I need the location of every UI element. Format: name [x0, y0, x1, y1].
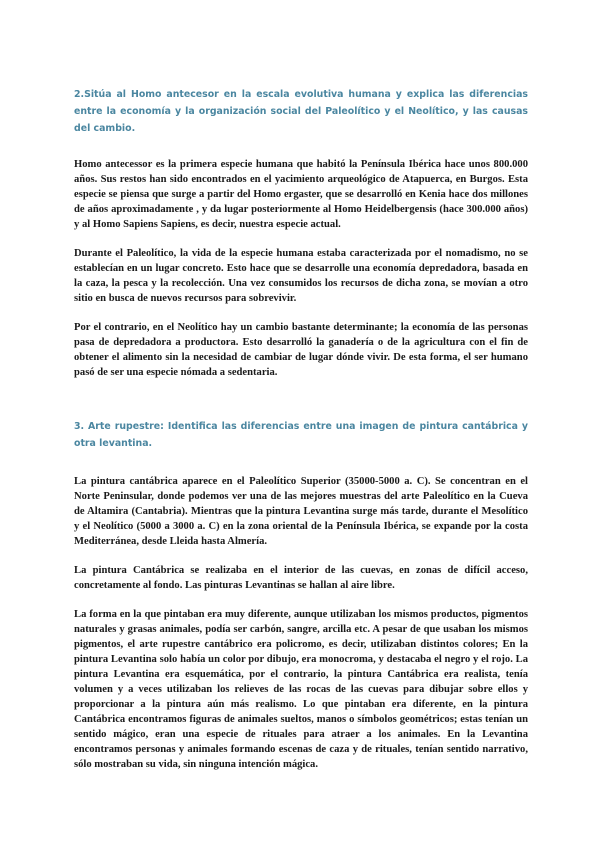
paragraph-paleolitico: Durante el Paleolítico, la vida de la especie humana estaba caracterizada por el nomadismo, no se establecían en un lugar concreto. Esto hace que se desarrolle una economía depredadora, basada en la caza, la pesca y la recolección. Una vez consumidos los recursos de dicha zona, se movían a otro sitio en busca de nuevos recursos para sobrevivir. [74, 248, 528, 304]
paragraph-neolitico: Por el contrario, en el Neolítico hay un cambio bastante determinante; la economía de las personas pasa de depredadora a productora. Esto desarrolló la ganadería o de la agricultura con el fin de obtener el alimento sin la necesidad de cambiar de lugar dónde vivir. De esta forma, el ser humano pasó de ser una especie nómada a sedentaria. [74, 322, 528, 378]
question-2-heading: 2.Sitúa al Homo antecesor en la escala evolutiva humana y explica las diferencias entre la economía y la organización social del Paleolítico y el Neolítico, y las causas del cambio. [74, 89, 528, 134]
paragraph-diferencias-forma: La forma en la que pintaban era muy diferente, aunque utilizaban los mismos productos, pigmentos naturales y grasas animales, podía ser carbón, sangre, arcilla etc. A pesar de que usaban los mismos pigmentos, el arte rupestre cantábrico era policromo, es decir, utilizaban distintos colores; En la pintura Levantina solo había un color por dibujo, era monocroma, y destacaba el negro y el rojo. La pintura Levantina era esquemática, por el contrario, la pintura Cantábrica era realista, tenía volumen y a veces utilizaban los relieves de las rocas de las cuevas para dibujar sobre ellos y proporcionar a la pintura aún más realismo. Lo que pintaban era diferente, en la pintura Cantábrica encontramos figuras de animales sueltos, manos o símbolos geométricos; estas tenían un sentido mágico, eran una especie de rituales para atraer a los animales. En la Levantina encontramos personas y animales formando escenas de caza y de rituales, tenían sentido narrativo, sólo mostraban su vida, sin ninguna intención mágica. [74, 609, 528, 770]
paragraph-homo-antecessor: Homo antecessor es la primera especie humana que habitó la Península Ibérica hace unos 800.000 años. Sus restos han sido encontrados en el yacimiento arqueológico de Atapuerca, en Burgos. Esta especie se piensa que surge a partir del Homo ergaster, que se desarrolló en Kenia hace dos millones de años aproximadamente , y da lugar posteriormente al Homo Heidelbergensis (hace 300.000 años) y al Homo Sapiens Sapiens, es decir, nuestra especie actual. [74, 159, 528, 230]
document-page [74, 86, 528, 772]
question-3-heading: 3. Arte rupestre: Identifica las diferencias entre una imagen de pintura cantábrica y otra levantina. [74, 421, 528, 449]
paragraph-pintura-cantabrica: La pintura cantábrica aparece en el Paleolítico Superior (35000-5000 a. C). Se concentran en el Norte Peninsular, donde podemos ver una de las mejores muestras del arte Paleolítico en la Cueva de Altamira (Cantabria). Mientras que la pintura Levantina surge más tarde, durante el Mesolítico y el Neolítico (5000 a 3000 a. C) en la zona oriental de la Península Ibérica, se expande por la costa Mediterránea, desde Lleida hasta Almería. [74, 476, 528, 547]
paragraph-ubicacion-pinturas: La pintura Cantábrica se realizaba en el interior de las cuevas, en zonas de difícil acceso, concretamente al fondo. Las pinturas Levantinas se hallan al aire libre. [74, 565, 528, 591]
